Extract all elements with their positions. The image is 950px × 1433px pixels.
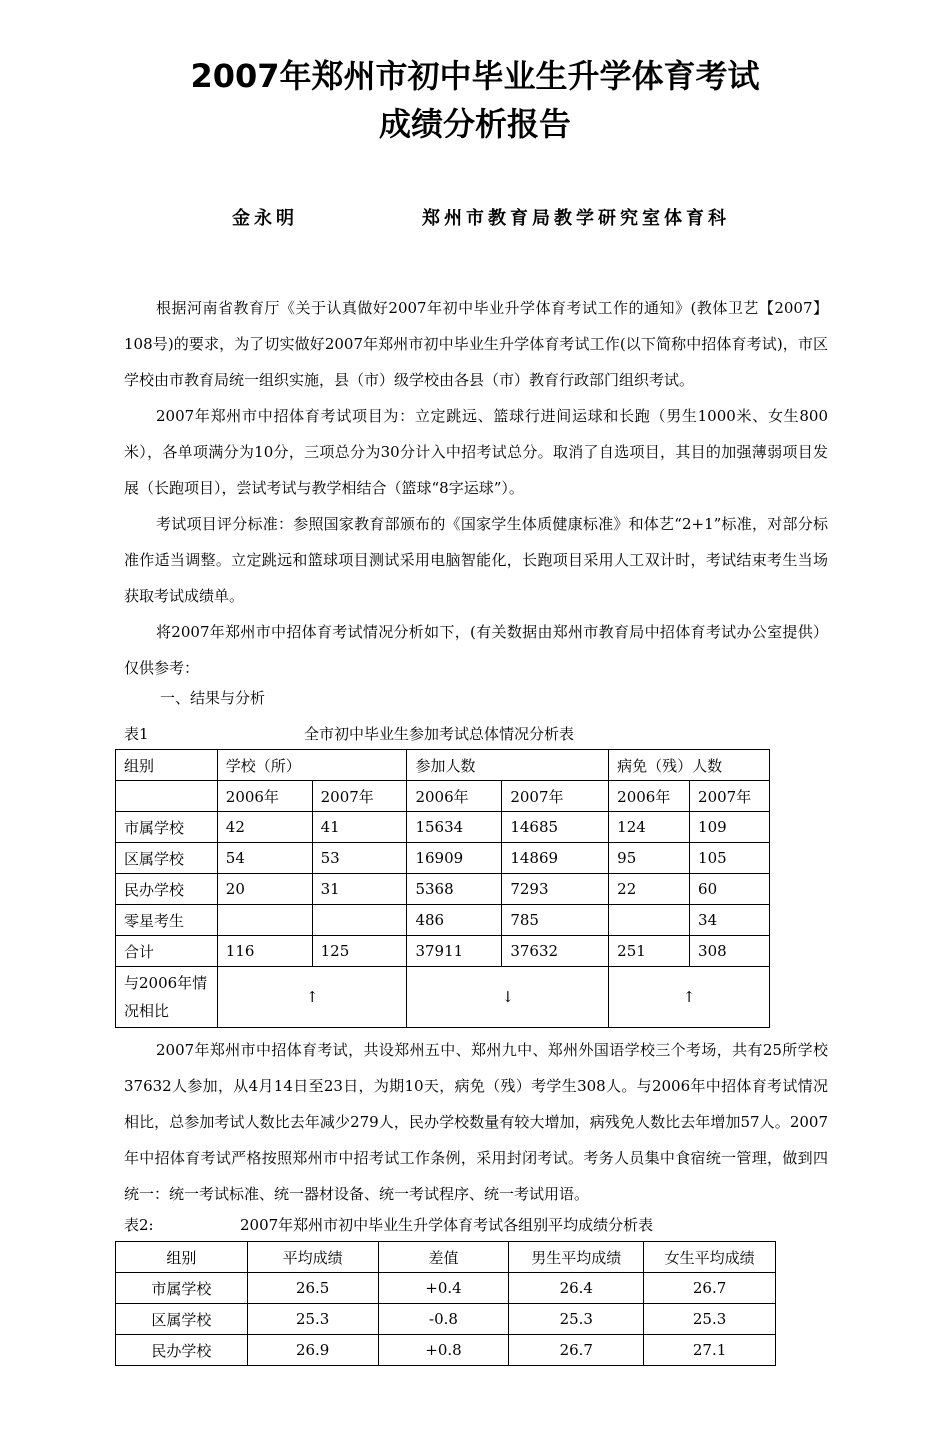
table2-average-scores xyxy=(115,1241,776,1366)
report-title-line2: 成绩分析报告 xyxy=(378,105,571,143)
section-heading-results: 一、结果与分析 xyxy=(160,689,266,707)
author-name: 金永明 xyxy=(232,208,298,229)
table1-cell: 5368 xyxy=(407,874,502,905)
paragraph-exam-items: 2007年郑州市中招体育考试项目为：立定跳远、篮球行进间运球和长跑（男生1000米、女生800米），各单项满分为10分，三项总分为30分计入中招考试总分。取消了自选项目，其目的加强薄弱项目发展（长跑项目），尝试考试与教学相结合（篮球“8字运球”）。 xyxy=(124,407,828,497)
table-row xyxy=(116,905,770,936)
table1-cell: 486 xyxy=(407,905,502,936)
table1-cell: 16909 xyxy=(407,843,502,874)
paragraph-intro: 根据河南省教育厅《关于认真做好2007年初中毕业升学体育考试工作的通知》(教体卫艺【2007】108号)的要求，为了切实做好2007年郑州市初中毕业生升学体育考试工作(以下简称中招体育考试)，市区学校由市教育局统一组织实施，县（市）级学校由各县（市）教育行政部门组织考试。 xyxy=(124,299,828,389)
table2-cell: 26.5 xyxy=(247,1273,378,1304)
table1-cell: 109 xyxy=(690,812,770,843)
table1-cell: 308 xyxy=(690,936,770,967)
table1-cell: 785 xyxy=(502,905,609,936)
table1-cell: 105 xyxy=(690,843,770,874)
table1-cell: 60 xyxy=(690,874,770,905)
table1-header-group: 组别 xyxy=(116,750,218,781)
table1-cell: 34 xyxy=(690,905,770,936)
author-organization: 郑州市教育局教学研究室体育科 xyxy=(422,208,730,229)
table1-cell xyxy=(609,905,690,936)
table1-cell: 31 xyxy=(312,874,407,905)
table2-cell: 26.7 xyxy=(509,1335,644,1366)
table2-cell: 26.4 xyxy=(509,1273,644,1304)
table2-header-average: 平均成绩 xyxy=(247,1242,378,1273)
table1-cell: 22 xyxy=(609,874,690,905)
table2-cell: 25.3 xyxy=(247,1304,378,1335)
table1-cell-group: 民办学校 xyxy=(116,874,218,905)
table1-header-participants: 参加人数 xyxy=(407,750,609,781)
table2-cell: 25.3 xyxy=(644,1304,776,1335)
table2-caption-title: 2007年郑州市初中毕业生升学体育考试各组别平均成绩分析表 xyxy=(240,1216,654,1234)
table2-header-male-average: 男生平均成绩 xyxy=(509,1242,644,1273)
table1-cell: 54 xyxy=(217,843,312,874)
table1-cell: 53 xyxy=(312,843,407,874)
table2-cell: 25.3 xyxy=(509,1304,644,1335)
table1-cell xyxy=(312,905,407,936)
table1-cell: 14869 xyxy=(502,843,609,874)
table1-header-row xyxy=(116,750,770,781)
table1-caption-title: 全市初中毕业生参加考试总体情况分析表 xyxy=(304,725,575,743)
table-row xyxy=(116,1335,776,1366)
table1-year-2006: 2006年 xyxy=(407,781,502,812)
table1-year-2007: 2007年 xyxy=(312,781,407,812)
table2-cell: +0.4 xyxy=(378,1273,509,1304)
table1-cell: 7293 xyxy=(502,874,609,905)
table-row xyxy=(116,936,770,967)
table-row xyxy=(116,1273,776,1304)
table2-cell-group: 民办学校 xyxy=(116,1335,248,1366)
table1-year-2007: 2007年 xyxy=(690,781,770,812)
table1-cell xyxy=(217,905,312,936)
paragraph-analysis-intro: 将2007年郑州市中招体育考试情况分析如下，(有关数据由郑州市教育局中招体育考试办公室提供）仅供参考： xyxy=(124,623,828,677)
table2-cell: 26.7 xyxy=(644,1273,776,1304)
table2-header-group: 组别 xyxy=(116,1242,248,1273)
table1-cell: 37911 xyxy=(407,936,502,967)
table-row xyxy=(116,843,770,874)
down-arrow-icon: ↓ xyxy=(407,967,609,1028)
table1-cell: 37632 xyxy=(502,936,609,967)
table2-cell: +0.8 xyxy=(378,1335,509,1366)
table1-cell: 15634 xyxy=(407,812,502,843)
table1-header-exempt: 病免（残）人数 xyxy=(609,750,770,781)
table1-compare-row xyxy=(116,967,770,1028)
table1-cell: 251 xyxy=(609,936,690,967)
table1-caption-number: 表1 xyxy=(124,725,149,743)
table2-cell-group: 市属学校 xyxy=(116,1273,248,1304)
table1-year-2007: 2007年 xyxy=(502,781,609,812)
table1-cell: 14685 xyxy=(502,812,609,843)
table2-header-row xyxy=(116,1242,776,1273)
table1-cell: 95 xyxy=(609,843,690,874)
table2-cell: -0.8 xyxy=(378,1304,509,1335)
table1-compare-label: 与2006年情况相比 xyxy=(116,967,218,1028)
table1-cell-group: 零星考生 xyxy=(116,905,218,936)
table2-header-female-average: 女生平均成绩 xyxy=(644,1242,776,1273)
table-row xyxy=(116,812,770,843)
table1-cell: 125 xyxy=(312,936,407,967)
table2-cell: 26.9 xyxy=(247,1335,378,1366)
table2-cell: 27.1 xyxy=(644,1335,776,1366)
table1-cell: 42 xyxy=(217,812,312,843)
table1-year-2006: 2006年 xyxy=(217,781,312,812)
up-arrow-icon: ↑ xyxy=(217,967,407,1028)
table1-cell-group: 区属学校 xyxy=(116,843,218,874)
report-title-line1: 2007年郑州市初中毕业生升学体育考试 xyxy=(190,57,760,95)
table1-cell: 124 xyxy=(609,812,690,843)
paragraph-exam-summary: 2007年郑州市中招体育考试，共设郑州五中、郑州九中、郑州外国语学校三个考场，共有25所学校37632人参加，从4月14日至23日，为期10天，病免（残）考学生308人。与2006年中招体育考试情况相比，总参加考试人数比去年减少279人，民办学校数量有较大增加，病残免人数比去年增加57人。2007年中招体育考试严格按照郑州市中招考试工作条例，采用封闭考试。考务人员集中食宿统一管理，做到四统一：统一考试标准、统一器材设备、统一考试程序、统一考试用语。 xyxy=(124,1041,828,1203)
table1-cell-group: 合计 xyxy=(116,936,218,967)
paragraph-scoring-standard: 考试项目评分标准：参照国家教育部颁布的《国家学生体质健康标准》和体艺“2+1”标准，对部分标准作适当调整。立定跳远和篮球项目测试采用电脑智能化，长跑项目采用人工双计时，考试结束考生当场获取考试成绩单。 xyxy=(124,515,828,605)
table1-year-2006: 2006年 xyxy=(609,781,690,812)
table-row xyxy=(116,1304,776,1335)
table1-cell-group: 市属学校 xyxy=(116,812,218,843)
table1-header-schools: 学校（所） xyxy=(217,750,407,781)
table1-year-blank xyxy=(116,781,218,812)
table2-caption-number: 表2: xyxy=(124,1216,154,1234)
table1-year-row xyxy=(116,781,770,812)
table1-cell: 116 xyxy=(217,936,312,967)
table1-overall-participation xyxy=(115,749,770,1028)
table2-header-difference: 差值 xyxy=(378,1242,509,1273)
table2-cell-group: 区属学校 xyxy=(116,1304,248,1335)
table1-cell: 20 xyxy=(217,874,312,905)
table1-cell: 41 xyxy=(312,812,407,843)
up-arrow-icon: ↑ xyxy=(609,967,770,1028)
table-row xyxy=(116,874,770,905)
